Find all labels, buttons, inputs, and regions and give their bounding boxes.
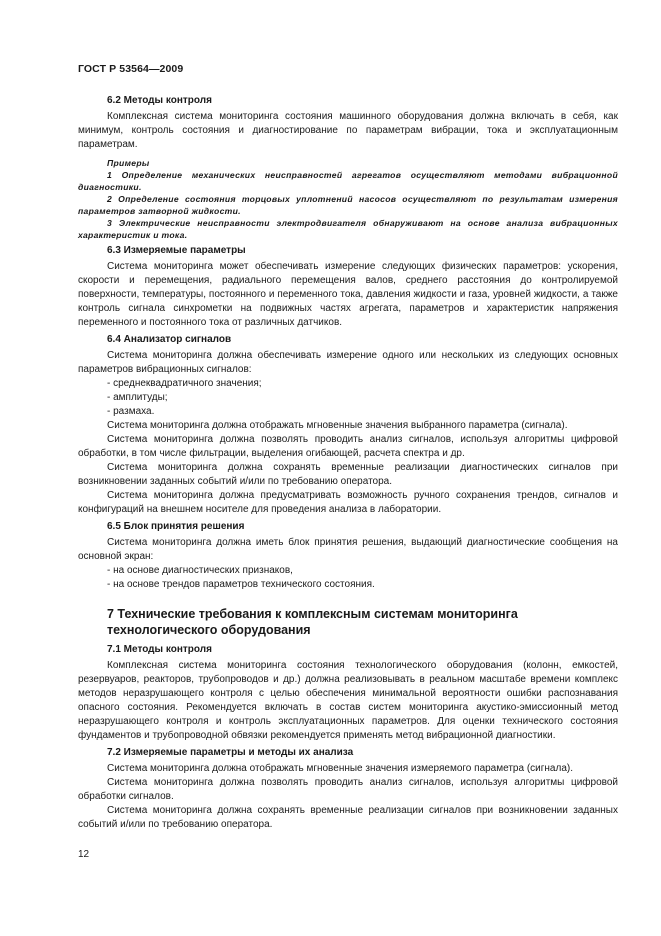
list-item: - среднеквадратичного значения; xyxy=(107,377,618,391)
section-6-3-heading: 6.3 Измеряемые параметры xyxy=(107,245,246,256)
list-item: - амплитуды; xyxy=(107,391,618,405)
page-number: 12 xyxy=(78,849,90,860)
list-item: - на основе диагностических признаков, xyxy=(107,564,618,578)
examples-title: Примеры xyxy=(107,158,150,168)
decision-list xyxy=(78,564,618,592)
section-7-2-heading: 7.2 Измеряемые параметры и методы их анализа xyxy=(107,747,354,758)
section-7-1-heading: 7.1 Методы контроля xyxy=(107,644,212,655)
section-6-3-text: Система мониторинга может обеспечивать измерение следующих физических параметров: ускорения, скорости и перемещения, радиального перемещения валов, среднего расстояния до контролируемой поверхности, температуры, постоянного и переменного тока, давления жидкости и газа, уровней жидкости, а также контроль сигнала синхрометки на подвижных частях агрегата, параметров и характеристик напряжения переменного и постоянного тока от различных датчиков. xyxy=(78,261,618,328)
section-6-4-heading: 6.4 Анализатор сигналов xyxy=(107,334,232,345)
page-body xyxy=(78,94,618,832)
section-6-5-heading: 6.5 Блок принятия решения xyxy=(107,521,245,532)
example-2: 2 Определение состояния торцовых уплотнений насосов осуществляют по результатам измерения параметров затворной жидкости. xyxy=(78,194,618,216)
section-6-4-p2: Система мониторинга должна позволять проводить анализ сигналов, используя алгоритмы цифровой обработки, в том числе фильтрации, выделения огибающей, расчета спектра и др. xyxy=(78,434,618,459)
section-6-4-p3: Система мониторинга должна сохранять временные реализации диагностических сигналов при возникновении заданных событий и/или по требованию оператора. xyxy=(78,462,618,487)
section-6-4-intro: Система мониторинга должна обеспечивать измерение одного или нескольких из следующих основных параметров вибрационных сигналов: xyxy=(78,350,618,375)
section-7-2-p3: Система мониторинга должна сохранять временные реализации сигналов при возникновении заданных событий и/или по требованию оператора. xyxy=(78,805,618,830)
section-6-2-text: Комплексная система мониторинга состояния машинного оборудования должна включать в себя, как минимум, контроль состояния и диагностирование по параметрам вибрации, тока и эксплуатационным параметрам. xyxy=(78,111,618,150)
section-7-2-p2: Система мониторинга должна позволять проводить анализ сигналов, используя алгоритмы цифровой обработки сигналов. xyxy=(78,777,618,802)
example-1: 1 Определение механических неисправностей агрегатов осуществляют методами вибрационной диагностики. xyxy=(78,170,618,192)
section-7-1-text: Комплексная система мониторинга состояния технологического оборудования (колонн, емкостей, резервуаров, реакторов, трубопроводов и др.) должна реализовывать в реальном масштабе времени комплекс методов неразрушающего контроля с целью обеспечения минимальной вероятности ошибки распознавания опасного состояния. Рекомендуется включать в состав систем мониторинга акустико-эмиссионный метод неразрушающего контроля и контроль эксплуатационных параметров. Для оценки технического состояния фундаментов и трубопроводной обвязки рекомендуется применять метод вибрационной диагностики. xyxy=(78,660,618,741)
document-header: ГОСТ Р 53564—2009 xyxy=(78,63,184,75)
list-item: - размаха. xyxy=(107,405,618,419)
list-item: - на основе трендов параметров технического состояния. xyxy=(107,578,618,592)
section-7-2-p1: Система мониторинга должна отображать мгновенные значения измеряемого параметра (сигнала). xyxy=(107,763,573,774)
section-6-4-p1: Система мониторинга должна отображать мгновенные значения выбранного параметра (сигнала). xyxy=(107,420,568,431)
example-3: 3 Электрические неисправности электродвигателя обнаруживают на основе анализа вибрационных характеристик и тока. xyxy=(78,218,618,240)
signal-params-list xyxy=(78,377,618,419)
section-6-4-p4: Система мониторинга должна предусматривать возможность ручного сохранения трендов, сигналов и конфигураций на внешнем носителе для проведения анализа в лаборатории. xyxy=(78,490,618,515)
section-6-5-intro: Система мониторинга должна иметь блок принятия решения, выдающий диагностические сообщения на основной экран: xyxy=(78,537,618,562)
chapter-7-heading: 7 Технические требования к комплексным системам мониторинга технологического оборудования xyxy=(107,607,518,637)
section-6-2-heading: 6.2 Методы контроля xyxy=(107,95,212,106)
